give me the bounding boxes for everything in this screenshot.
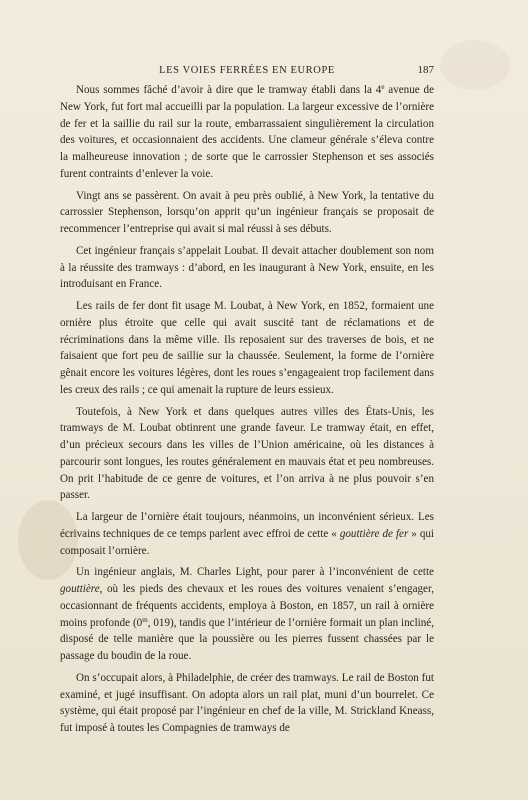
paragraph — [60, 564, 434, 665]
paragraph-text: Nous sommes fâché d’avoir à dire que le tramway établi dans la 4 — [76, 84, 382, 96]
paragraph-text: avenue de New York, fut fort mal accueilli par la population. La largeur excessive de l’ornière de fer et la saillie du rail sur la route, embarrassaient singulièrement la circulation des voitures, et occasionnaient des accidents. Une clameur générale s’éleva contre la malheureuse innovation ; de sorte que le carrossier Stephenson et ses associés furent contraints d’enlever la voie. — [60, 84, 434, 180]
paragraph-text: La largeur de l’ornière était toujours, néanmoins, un inconvénient sérieux. Les écrivains techniques de ce temps parlent avec effroi de cette « — [60, 511, 434, 540]
paragraph — [60, 188, 434, 238]
italic-text: gouttière — [60, 583, 100, 595]
paragraph-text: Un ingénieur anglais, M. Charles Light, pour parer à l’inconvénient de cette — [76, 566, 434, 579]
paragraph — [60, 243, 434, 293]
paragraph-text: , 019), tandis que l’intérieur de l’ornière formait un plan incliné, disposé de telle manière que la poussière ou les pierres fussent chassées par le passage du boudin de la roue. — [60, 616, 434, 662]
running-title: LES VOIES FERRÉES EN EUROPE — [159, 65, 335, 76]
paragraph — [60, 82, 434, 183]
paragraph-text: Cet ingénieur français s’appelait Loubat. Il devait attacher doublement son nom à la réussite des tramways : d’abord, en les inaugurant à New York, ensuite, en les introduisant en France. — [60, 244, 434, 291]
paragraph-text: Les rails de fer dont fit usage M. Loubat, à New York, en 1852, formaient une ornière plus étroite que celle qui avait suscité tant de réclamations et de récriminations dans la même ville. Ils reposaient sur des traverses de bois, et ne faisaient que fort peu de saillie sur la chaussée. Seulement, la forme de l’ornière gênait encore les voitures légères, dont les roues s’engageaient trop facilement dans les creux des rails ; ce qui amenait la rupture de leurs essieux. — [60, 300, 434, 396]
paragraph-text: Vingt ans se passèrent. On avait à peu près oublié, à New York, la tentative du carrossier Stephenson, lorsqu’on apprit qu’un ingénieur français se proposait de recommencer l’entreprise qui avait si mal réussi à ses débuts. — [60, 189, 434, 235]
body-text — [60, 82, 434, 737]
italic-text: gouttière de fer — [339, 527, 409, 540]
paragraph-text: Toutefois, à New York et dans quelques autres villes des États-Unis, les tramways de M. Loubat obtinrent une grande faveur. Le tramway était, en effet, d’un précieux secours dans les villes de l’Union américaine, où les distances à parcourir sont longues, les routes généralement en mauvais état et peu nombreuses. On prit l’habitude de ce genre de voitures, et l’on arriva à ne plus pouvoir s’en passer. — [60, 405, 434, 502]
page-number: 187 — [417, 64, 434, 76]
paragraph — [60, 404, 434, 505]
superscript: m — [142, 615, 148, 624]
paragraph — [60, 509, 434, 559]
paragraph-text: » qui composait l’ornière. — [60, 527, 434, 557]
paper-stain — [440, 40, 510, 90]
page-header — [60, 65, 434, 81]
superscript: e — [381, 83, 385, 91]
paragraph — [60, 670, 434, 737]
paragraph — [60, 298, 434, 399]
paragraph-text: , où les pieds des chevaux et les roues des voitures venaient s’engager, occasionnant de fréquents accidents, employa à Boston, en 1857, un rail à ornière moins profonde (0 — [60, 583, 434, 629]
paragraph-text: On s’occupait alors, à Philadelphie, de créer des tramways. Le rail de Boston fut examiné, et jugé insuffisant. On adopta alors un rail plat, muni d’un bourrelet. Ce système, qui était proposé par l’ingénieur en chef de la ville, M. Strickland Kneass, fut imposé à toutes les Compagnies de tramways de — [60, 671, 434, 734]
